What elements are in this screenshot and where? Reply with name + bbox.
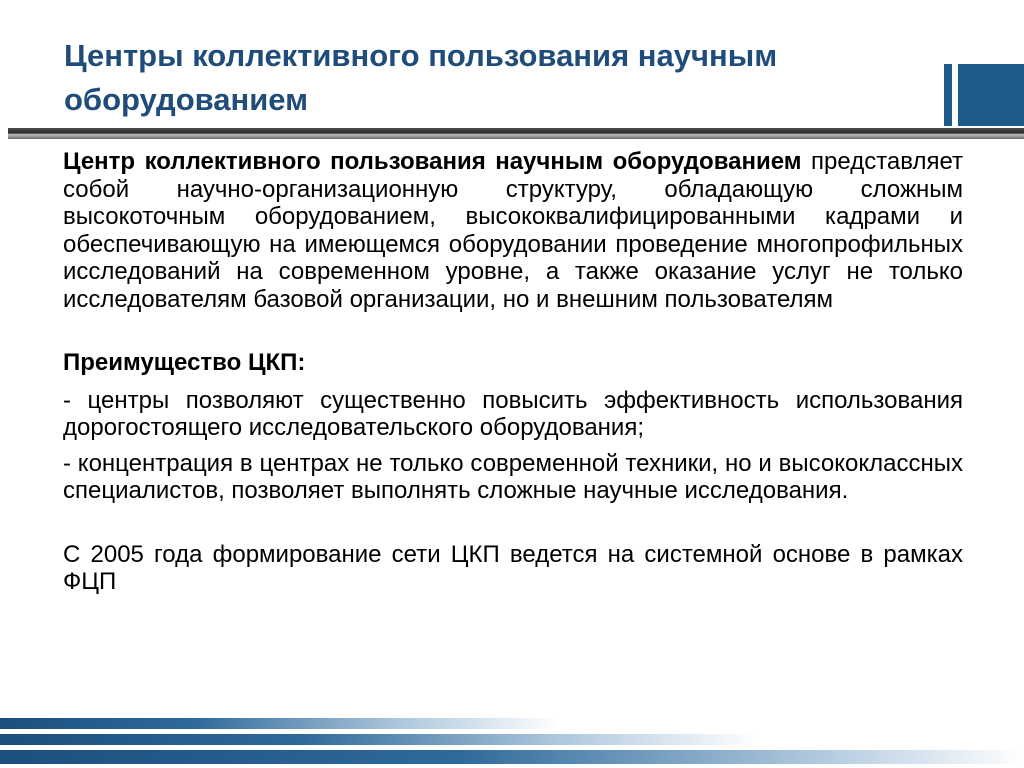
slide-body bbox=[63, 148, 963, 596]
definition-paragraph bbox=[63, 148, 963, 313]
logo-bar-thin bbox=[944, 64, 952, 126]
bottom-decoration bbox=[0, 718, 1024, 768]
definition-text: представляет собой научно-организационную структуру, обладающую сложным высокоточным оборудованием, высококвалифицированными кадрами и обеспечивающую на имеющемся оборудовании проведение многопрофильных исследований на современном уровне, а также оказание услуг не только исследователям базовой организации, но и внешним пользователям bbox=[63, 148, 964, 313]
decor-stripe bbox=[0, 750, 1024, 764]
advantage-item: - центры позволяют существенно повысить эффективность использования дорогостоящего исследовательского оборудования; bbox=[63, 386, 963, 441]
logo-bar-thick bbox=[958, 64, 1024, 126]
definition-term: Центр коллективного пользования научным оборудованием bbox=[63, 148, 802, 175]
advantage-item: - концентрация в центрах не только современной техники, но и высококлассных специалистов, позволяет выполнять сложные научные исследования. bbox=[63, 449, 963, 504]
advantages-heading: Преимущество ЦКП: bbox=[63, 349, 306, 376]
slide-title: Центры коллективного пользования научным оборудованием bbox=[64, 38, 778, 117]
decor-stripe bbox=[0, 734, 760, 745]
closing-paragraph: С 2005 года формирование сети ЦКП ведется на системной основе в рамках ФЦП bbox=[63, 540, 963, 595]
decor-stripe bbox=[0, 718, 560, 729]
title-divider bbox=[8, 128, 1024, 139]
